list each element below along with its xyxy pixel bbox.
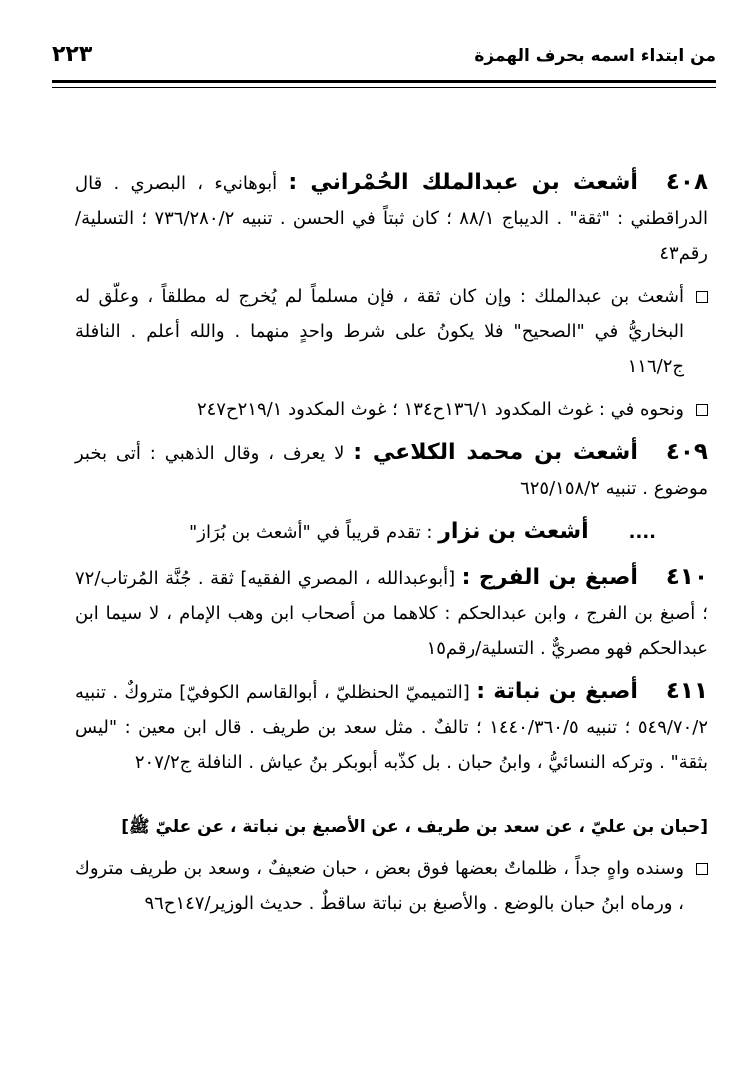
entry-name: أصبغ بن نباتة : <box>476 679 638 704</box>
note-item <box>75 851 708 921</box>
entry-number: ٤١٠ <box>665 564 708 590</box>
entry-name: أشعث بن نزار <box>438 519 589 544</box>
entry-number: ٤٠٨ <box>665 169 708 195</box>
entry-name: أصبغ بن الفرج : <box>461 565 638 590</box>
note-item <box>75 279 708 384</box>
header-rule-thin <box>52 87 716 88</box>
page-number: ٢٢٣ <box>52 42 93 67</box>
entry-name: أشعث بن عبدالملك الحُمْراني : <box>288 170 638 195</box>
entry-410 <box>75 560 708 666</box>
note-text: وسنده واهٍ جداً ، ظلماتٌ بعضها فوق بعض ، حبان ضعيفٌ ، وسعد بن طريف متروك ، ورماه ابنُ حبان بالوضع . والأصبغ بن نباتة ساقطٌ . حديث الوزير/١٤٧ح٩٦ <box>75 858 684 914</box>
header-rule <box>52 80 716 83</box>
cross-reference <box>75 514 708 550</box>
running-title: من ابتداء اسمه بحرف الهمزة <box>474 46 716 66</box>
isnad-chain: [حبان بن عليّ ، عن سعد بن طريف ، عن الأصبغ بن نباتة ، عن عليّ ﷺ] <box>121 817 708 837</box>
page-content <box>75 165 708 929</box>
entry-409 <box>75 435 708 506</box>
entry-text: : تقدم قريباً في "أشعث بن بُرَاز" <box>188 522 439 543</box>
entry-text: [التميميّ الحنظليّ ، أبوالقاسم الكوفيّ] متروكٌ . تنبيه ٥٤٩/٧٠/٢ ؛ تنبيه ١٤٤٠/٣٦٠/٥ ؛ تالفٌ . مثل سعد بن طريف . قال ابن معين : "ليس بثقة" . وتركه النسائيُّ ، وابنُ حبان . بل كذّبه أبوبكر بنُ عياش . النافلة ج٢٠٧/٢ <box>75 682 708 773</box>
checkbox-bullet-icon <box>696 404 708 416</box>
entry-text: لا يعرف ، وقال الذهبي : أتى بخبر موضوع . تنبيه ٦٢٥/١٥٨/٢ <box>75 443 708 499</box>
note-text: أشعث بن عبدالملك : وإن كان ثقة ، فإن مسلماً لم يُخرج له مطلقاً ، وعلّق له البخاريُّ في "الصحيح" فلا يكونُ على شرط واحدٍ منهما . والله أعلم . النافلة ج١١٦/٢ <box>75 286 684 377</box>
checkbox-bullet-icon <box>696 863 708 875</box>
note-item <box>75 392 708 427</box>
note-text: ونحوه في : غوث المكدود ١٣٦/١ح١٣٤ ؛ غوث المكدود ٢١٩/١ح٢٤٧ <box>196 399 684 420</box>
entry-name: أشعث بن محمد الكلاعي : <box>353 440 638 465</box>
checkbox-bullet-icon <box>696 291 708 303</box>
entry-number: ٤٠٩ <box>665 439 708 465</box>
page-header <box>52 42 716 78</box>
entry-408 <box>75 165 708 271</box>
entry-text: أبوهانيء ، البصري . قال الدراقطني : "ثقة" . الديباج ٨٨/١ ؛ كان ثبتاً في الحسن . تنبيه ٧٣٦/٢٨٠/٢ ؛ التسلية/رقم٤٣ <box>75 173 708 264</box>
entry-number: ٤١١ <box>665 678 709 704</box>
entry-text: [أبوعبدالله ، المصري الفقيه] ثقة . جُنَّة المُرتاب/٧٢ ؛ أصبغ بن الفرج ، وابن عبدالحكم : كلاهما من أصحاب ابن وهب الإمام ، لا سيما ابن عبدالحكم فهو مصريٌّ . التسلية/رقم١٥ <box>75 568 708 659</box>
entry-411 <box>75 674 708 780</box>
ellipsis-marker: .... <box>628 522 656 543</box>
